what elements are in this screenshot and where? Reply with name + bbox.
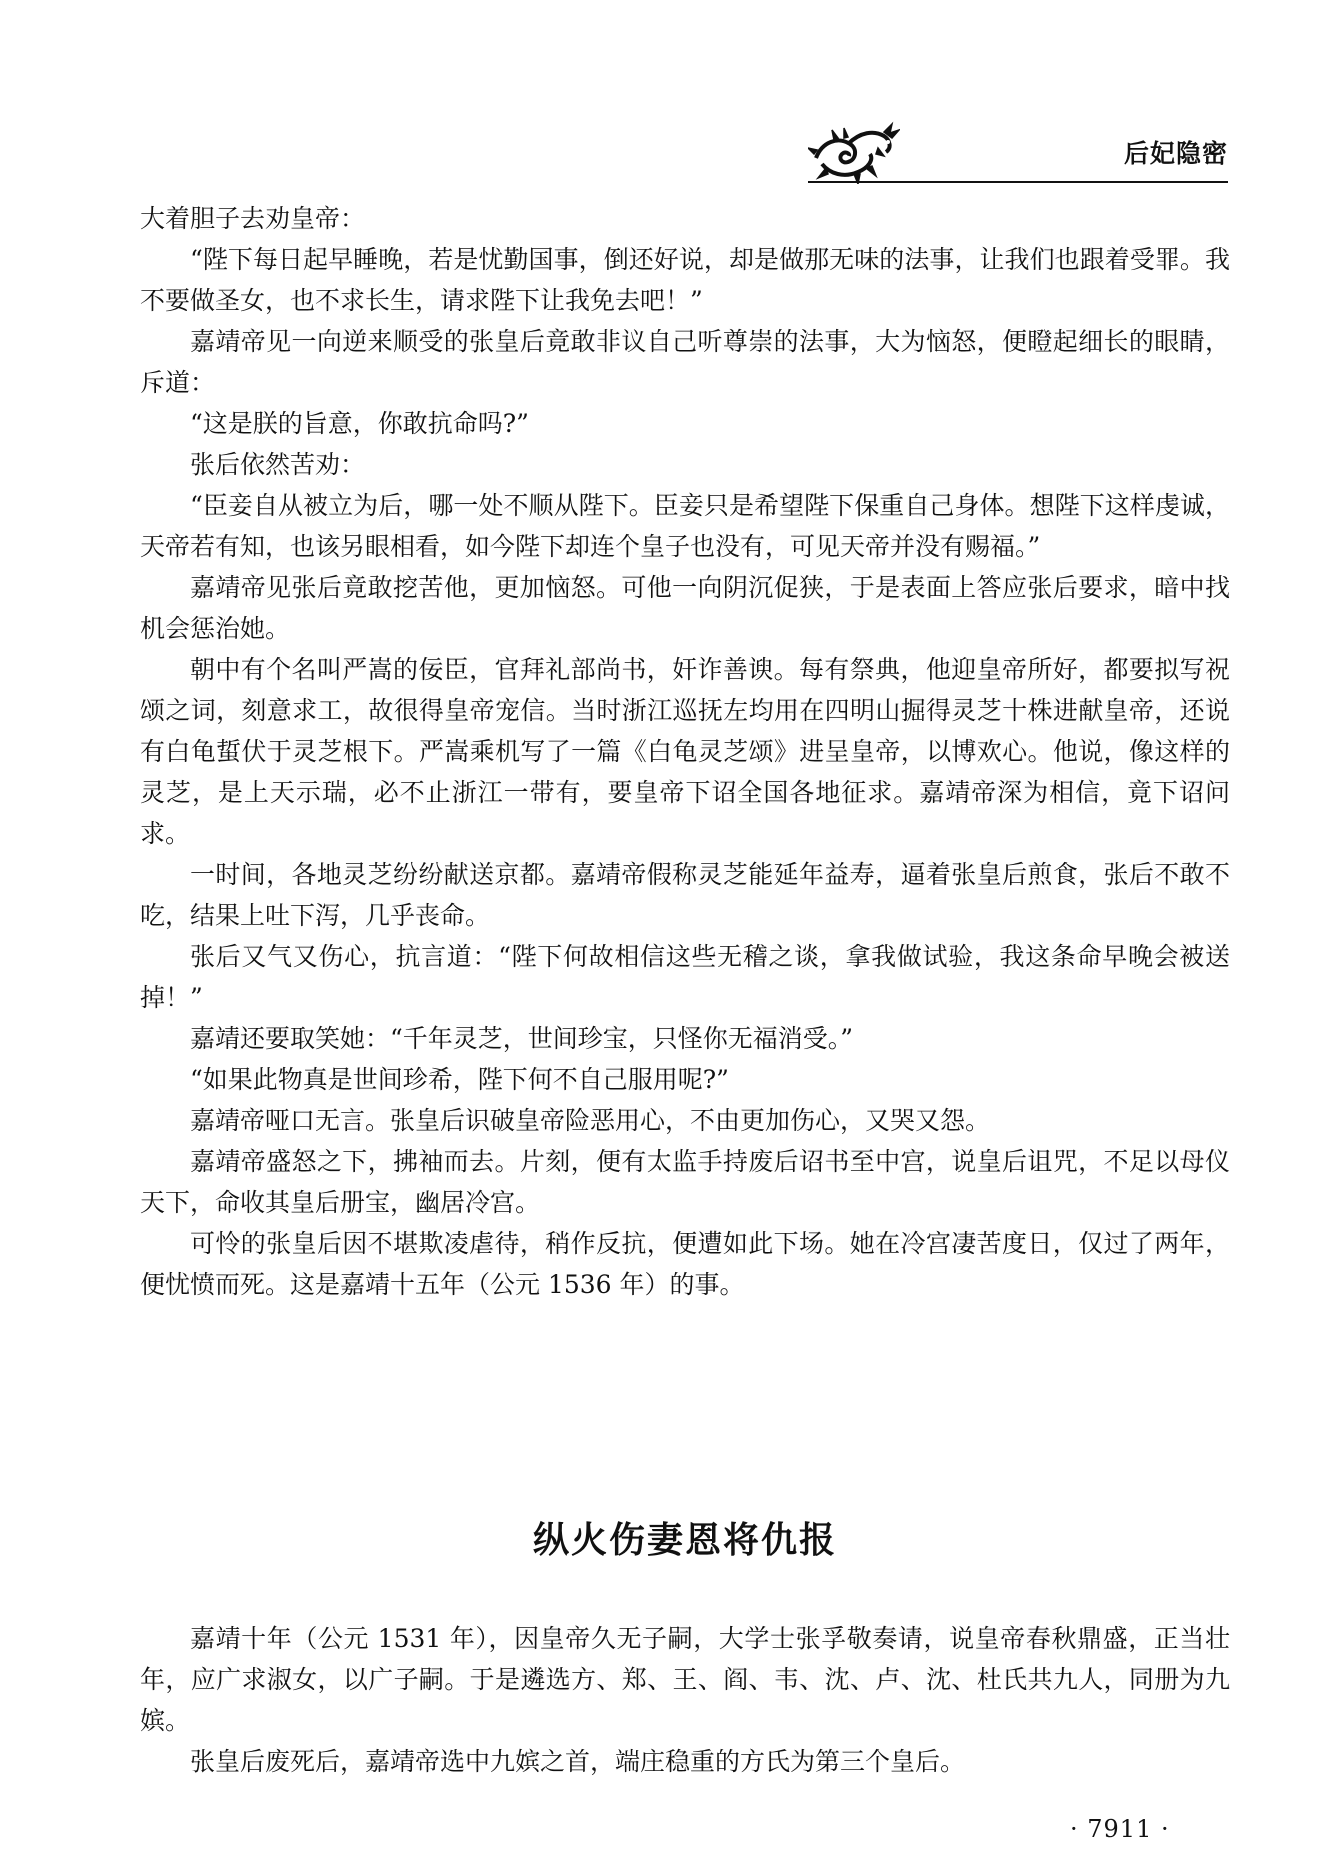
page-number: · 7911 · bbox=[1070, 1815, 1170, 1843]
paragraph: 一时间，各地灵芝纷纷献送京都。嘉靖帝假称灵芝能延年益寿，逼着张皇后煎食，张后不敢不吃，结果上吐下泻，几乎丧命。 bbox=[140, 860, 1230, 930]
header-rule bbox=[808, 181, 1228, 183]
paragraph: “如果此物真是世间珍希，陛下何不自己服用呢?” bbox=[190, 1065, 729, 1094]
section-text bbox=[140, 1618, 1230, 1782]
paragraph: 嘉靖帝见张后竟敢挖苦他，更加恼怒。可他一向阴沉促狭，于是表面上答应张后要求，暗中找机会惩治她。 bbox=[140, 573, 1230, 643]
paragraph: 可怜的张皇后因不堪欺凌虐待，稍作反抗，便遭如此下场。她在冷宫凄苦度日，仅过了两年，便忧愤而死。这是嘉靖十五年（公元 1536 年）的事。 bbox=[140, 1229, 1230, 1299]
paragraph: 朝中有个名叫严嵩的佞臣，官拜礼部尚书，奸诈善谀。每有祭典，他迎皇帝所好，都要拟写祝颂之词，刻意求工，故很得皇帝宠信。当时浙江巡抚左均用在四明山掘得灵芝十株进献皇帝，还说有白龟蜇伏于灵芝根下。严嵩乘机写了一篇《白龟灵芝颂》进呈皇帝，以博欢心。他说，像这样的灵芝，是上天示瑞，必不止浙江一带有，要皇帝下诏全国各地征求。嘉靖帝深为相信，竟下诏问求。 bbox=[140, 655, 1230, 848]
paragraph: “臣妾自从被立为后，哪一处不顺从陛下。臣妾只是希望陛下保重自己身体。想陛下这样虔诚，天帝若有知，也该另眼相看，如今陛下却连个皇子也没有，可见天帝并没有赐福。” bbox=[140, 491, 1230, 561]
main-text bbox=[140, 198, 1230, 1305]
paragraph: 大着胆子去劝皇帝： bbox=[140, 204, 366, 233]
section-title: 纵火伤妻恩将仇报 bbox=[532, 1520, 837, 1561]
paragraph: 张皇后废死后，嘉靖帝选中九嫔之首，端庄稳重的方氏为第三个皇后。 bbox=[190, 1747, 966, 1776]
dragon-icon bbox=[808, 118, 900, 184]
paragraph: 嘉靖十年（公元 1531 年），因皇帝久无子嗣，大学士张孚敬奏请，说皇帝春秋鼎盛，正当壮年，应广求淑女，以广子嗣。于是遴选方、郑、王、阎、韦、沈、卢、沈、杜氏共九人，同册为九嫔。 bbox=[140, 1624, 1230, 1735]
paragraph: 嘉靖帝盛怒之下，拂袖而去。片刻，便有太监手持废后诏书至中宫，说皇后诅咒，不足以母仪天下，命收其皇后册宝，幽居冷宫。 bbox=[140, 1147, 1230, 1217]
header-title: 后妃隐密 bbox=[1123, 139, 1228, 168]
paragraph: “陛下每日起早睡晚，若是忧勤国事，倒还好说，却是做那无味的法事，让我们也跟着受罪。我不要做圣女，也不求长生，请求陛下让我免去吧！” bbox=[140, 245, 1230, 315]
paragraph: 张后又气又伤心，抗言道：“陛下何故相信这些无稽之谈，拿我做试验，我这条命早晚会被送掉！” bbox=[140, 942, 1230, 1012]
running-header bbox=[808, 118, 1228, 184]
paragraph: 嘉靖还要取笑她：“千年灵芝，世间珍宝，只怪你无福消受。” bbox=[190, 1024, 854, 1053]
paragraph: “这是朕的旨意，你敢抗命吗?” bbox=[190, 409, 529, 438]
paragraph: 嘉靖帝见一向逆来顺受的张皇后竟敢非议自己听尊崇的法事，大为恼怒，便瞪起细长的眼睛，斥道： bbox=[140, 327, 1230, 397]
paragraph: 嘉靖帝哑口无言。张皇后识破皇帝险恶用心，不由更加伤心，又哭又怨。 bbox=[190, 1106, 991, 1135]
paragraph: 张后依然苦劝： bbox=[190, 450, 366, 479]
